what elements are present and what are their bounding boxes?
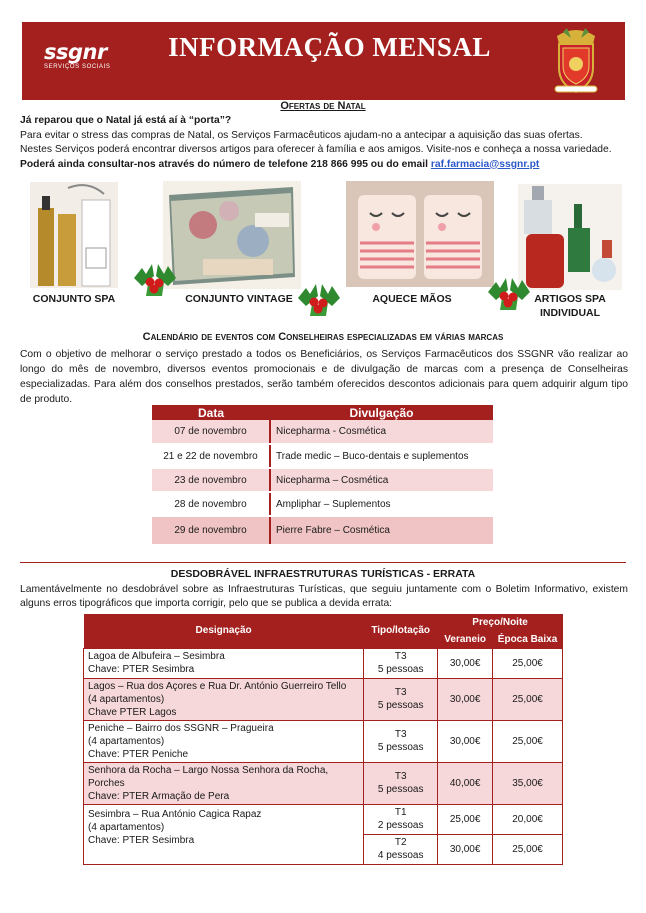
designacao-cell — [84, 648, 364, 678]
holly-icon — [132, 256, 178, 298]
place-key: Chave PTER Lagos — [88, 706, 177, 718]
tipo: T3 — [394, 651, 407, 662]
ofertas-line-1: Já reparou que o Natal já está aí à “porta”? — [20, 115, 232, 126]
table-row — [84, 678, 563, 720]
holly-icon — [486, 270, 532, 312]
email-link[interactable]: raf.farmacia@ssgnr.pt — [430, 158, 540, 170]
header-tipo: Tipo/lotação — [364, 614, 438, 648]
tipo-cell — [364, 648, 438, 678]
epoca-cell: 25,00€ — [493, 834, 563, 864]
ofertas-line-4 — [20, 158, 630, 173]
table-row — [152, 444, 493, 468]
header-designacao: Designação — [84, 614, 364, 648]
place-detail: (4 apartamentos) — [88, 735, 165, 747]
table-row — [84, 762, 563, 804]
section-title-calendario: Calendário de eventos com Conselheiras especializadas em várias marcas — [142, 331, 504, 343]
page-title: INFORMAÇÃO MENSAL — [168, 32, 491, 62]
infrastructure-table — [83, 614, 563, 865]
table-header-row — [84, 614, 563, 631]
tipo: T3 — [394, 729, 407, 740]
product-label: CONJUNTO VINTAGE — [185, 293, 293, 305]
epoca-cell: 20,00€ — [493, 804, 563, 834]
header-date: Data — [152, 405, 270, 420]
place-name: Lagos – Rua dos Açores e Rua Dr. António Guerreiro Tello — [88, 680, 347, 692]
errata-text: Lamentávelmente no desdobrável sobre as Infraestruturas Turísticas, que seguiu juntamente com o Boletim Informativo, existem alguns erros tipográficos que importa corrigir, pelo que se publica a devida errata: — [20, 584, 628, 609]
header-epoca: Época Baixa — [493, 631, 563, 648]
table-row — [152, 492, 493, 516]
product-label: ARTIGOS SPA INDIVIDUAL — [534, 293, 606, 319]
tipo: T3 — [394, 771, 407, 782]
event-date: 07 de novembro — [152, 420, 270, 444]
epoca-cell: 25,00€ — [493, 678, 563, 720]
place-name: Senhora da Rocha – Largo Nossa Senhora da Rocha, — [88, 764, 329, 776]
epoca-cell: 25,00€ — [493, 720, 563, 762]
ofertas-line-3: Nestes Serviços poderá encontrar diversos artigos para oferecer à família e aos amigos. Visite-nos e conheça a nossa variedade. — [20, 144, 612, 155]
place-name: Peniche – Bairro dos SSGNR – Pragueira — [88, 722, 274, 734]
event-info: Nicepharma – Cosmética — [270, 468, 493, 492]
event-info: Trade medic – Buco-dentais e suplementos — [270, 444, 493, 468]
vintage-set-image — [163, 181, 301, 289]
ssgnr-logo — [44, 42, 124, 70]
event-date: 29 de novembro — [152, 516, 270, 545]
place-key: Chave: PTER Sesimbra — [88, 664, 195, 675]
lotacao: 2 pessoas — [377, 820, 424, 831]
place-key: Chave: PTER Peniche — [88, 748, 189, 760]
ofertas-line-2: Para evitar o stress das compras de Natal, os Serviços Farmacêuticos ajudam-no a antecipar a aquisição das suas ofertas. — [20, 129, 583, 141]
section-title-ofertas: Ofertas de Natal — [280, 100, 366, 112]
table-row — [84, 648, 563, 678]
veraneio-cell: 40,00€ — [438, 762, 493, 804]
veraneio-cell: 30,00€ — [438, 720, 493, 762]
designacao-cell — [84, 720, 364, 762]
place-key: Chave: PTER Sesimbra — [88, 834, 195, 846]
tipo: T3 — [394, 687, 407, 698]
lotacao: 5 pessoas — [377, 742, 424, 753]
header-banner — [22, 22, 625, 100]
epoca-cell: 25,00€ — [493, 648, 563, 678]
product-label: AQUECE MÃOS — [372, 293, 452, 305]
contact-text: Poderá ainda consultar-nos através do número de telefone 218 866 995 ou do email — [20, 158, 431, 170]
table-row — [152, 516, 493, 545]
tipo: T2 — [394, 837, 407, 848]
tipo-cell — [364, 804, 438, 834]
spa-set-image — [28, 178, 120, 290]
tipo: T1 — [394, 807, 407, 818]
table-header-row — [152, 405, 493, 420]
place-detail: (4 apartamentos) — [88, 693, 165, 705]
veraneio-cell: 25,00€ — [438, 804, 493, 834]
logo-text: ssgnr — [44, 40, 107, 64]
epoca-cell: 35,00€ — [493, 762, 563, 804]
place-key: Chave: PTER Armação de Pera — [88, 790, 230, 802]
lotacao: 5 pessoas — [377, 664, 424, 675]
events-table — [152, 405, 493, 546]
event-info: Pierre Fabre – Cosmética — [270, 516, 493, 545]
veraneio-cell: 30,00€ — [438, 834, 493, 864]
table-row — [152, 468, 493, 492]
event-info: Nicepharma - Cosmética — [270, 420, 493, 444]
spa-items-image — [518, 184, 622, 290]
event-date: 21 e 22 de novembro — [152, 444, 270, 468]
crest-icon — [549, 26, 603, 96]
header-preco: Preço/Noite — [438, 614, 563, 631]
designacao-cell — [84, 762, 364, 804]
calendario-text: Com o objetivo de melhorar o serviço prestado a todos os Beneficiários, os Serviços Farmacêuticos dos SSGNR vão realizar ao longo do mês de novembro, diversos eventos promocionais e de divulgação de marcas com a presença de Conselheiras especializadas. Para além dos conselhos prestados, serão também oferecidos descontos adicionais para quem adquirir algum tipo de produto. — [20, 349, 628, 405]
table-row — [84, 720, 563, 762]
event-info: Ampliphar – Suplementos — [270, 492, 493, 516]
place-name: Sesimbra – Rua António Cagica Rapaz — [88, 808, 262, 820]
header-info: Divulgação — [270, 405, 493, 420]
lotacao: 5 pessoas — [377, 700, 424, 711]
logo-subtitle: SERVIÇOS SOCIAIS — [44, 64, 111, 70]
designacao-cell — [84, 804, 364, 864]
veraneio-cell: 30,00€ — [438, 648, 493, 678]
ofertas-text — [20, 114, 630, 172]
event-date: 23 de novembro — [152, 468, 270, 492]
tipo-cell — [364, 762, 438, 804]
tipo-cell — [364, 834, 438, 864]
section-divider — [20, 562, 626, 563]
table-row — [152, 420, 493, 444]
place-detail: (4 apartamentos) — [88, 821, 165, 833]
product-label: CONJUNTO SPA — [32, 293, 116, 305]
header-veraneio: Veraneio — [438, 631, 493, 648]
table-row — [84, 804, 563, 834]
veraneio-cell: 30,00€ — [438, 678, 493, 720]
tipo-cell — [364, 678, 438, 720]
place-detail: Porches — [88, 777, 125, 789]
designacao-cell — [84, 678, 364, 720]
event-date: 28 de novembro — [152, 492, 270, 516]
tipo-cell — [364, 720, 438, 762]
lotacao: 4 pessoas — [377, 850, 424, 861]
lotacao: 5 pessoas — [377, 784, 424, 795]
hand-warmer-image — [346, 181, 494, 287]
place-name: Lagoa de Albufeira – Sesimbra — [88, 651, 225, 662]
section-title-errata: DESDOBRÁVEL INFRAESTRUTURAS TURÍSTICAS - ERRATA — [170, 568, 476, 580]
